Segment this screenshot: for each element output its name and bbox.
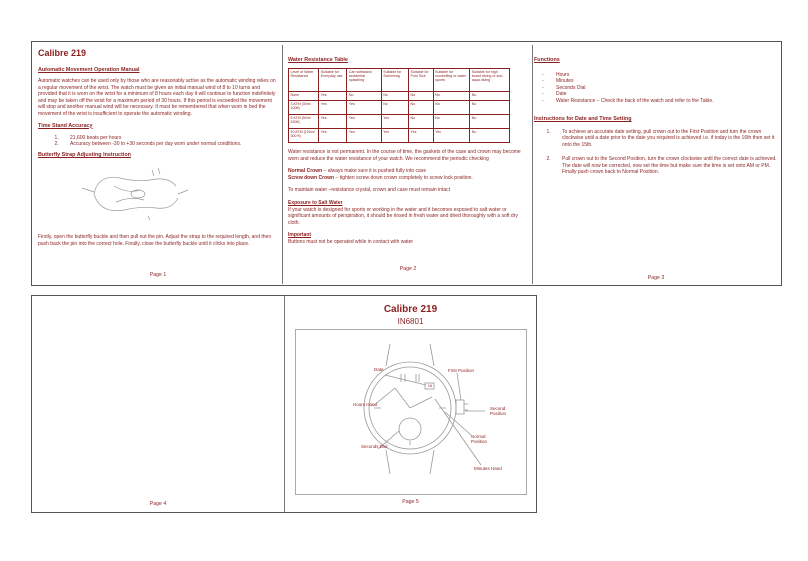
text-important: Buttons must not be operated while in contact with water	[288, 238, 414, 245]
table-header-row	[289, 69, 510, 92]
page-2	[288, 57, 528, 282]
table-cell: No	[470, 129, 510, 143]
table-cell: Yes	[319, 92, 347, 101]
text-maintain: To maintain water –resistance crystal, crown and case must remain intact	[288, 187, 451, 194]
page-5	[285, 296, 536, 512]
table-cell: 10 ATM (100m/ 300 ft)	[289, 129, 319, 143]
normal-crown-text: – always make sure it is pushed fully into case	[322, 168, 427, 175]
table-cell: Yes	[433, 129, 470, 143]
table-cell: No	[409, 92, 434, 101]
dial-date: 16	[427, 383, 433, 388]
table-cell: Yes	[319, 129, 347, 143]
accuracy-list	[38, 135, 278, 148]
table-cell: No	[433, 92, 470, 101]
table-cell: 3 ATM (30m/ 100ft)	[289, 101, 319, 115]
page-number: Page 4	[149, 501, 167, 507]
screw-crown-label: Screw down Crown	[288, 174, 335, 181]
function-item: - Seconds Dial	[556, 85, 778, 91]
table-header: Suitable for snorkelling or water sports	[433, 69, 470, 92]
table-cell: Yes	[381, 115, 408, 129]
label-first-position: First Position	[448, 368, 475, 373]
table-row	[289, 101, 510, 115]
table-cell: No	[381, 101, 408, 115]
table-row	[289, 129, 510, 143]
table-cell: Yes	[409, 129, 434, 143]
function-item: - Date	[556, 91, 778, 97]
table-cell: No	[433, 101, 470, 115]
table-header: Suitable for Everyday use	[319, 69, 347, 92]
page-4	[32, 296, 284, 512]
page-number: Page 3	[647, 275, 665, 281]
label-hours-hand: Hours Hand	[353, 402, 378, 407]
text-not-permanent: Water resistance is not permanent. In the course of time, the gaskets of the case and crown may become worn and reduce the water resistance of your watch. We recommend the periodic checking	[288, 149, 521, 162]
function-item: - Hours	[556, 72, 778, 78]
label-normal-position: Normal Position	[471, 434, 488, 444]
table-header: Can withstand accidental splashing	[347, 69, 381, 92]
top-sheet	[31, 41, 782, 286]
table-row	[289, 115, 510, 129]
model-number: IN6801	[397, 317, 424, 326]
heading-water-table: Water Resistance Table	[288, 57, 348, 63]
label-date: Date	[374, 367, 384, 372]
table-cell: No	[409, 101, 434, 115]
function-item: - Minutes	[556, 78, 778, 84]
text-crowns	[288, 168, 528, 181]
instruction-step: 2. Pull crown out to the Second Position, turn the crown clockwise until the correct date is achieved. The date will now be corrected, now set the time but make sure the time is set onto AM or PM. Finally push crown back to Normal Position.	[552, 156, 778, 175]
page-divider	[532, 45, 533, 284]
table-header: Suitable for high board diving or sub-aqua diving	[470, 69, 510, 92]
table-header: Suitable for Swimming	[381, 69, 408, 92]
bottom-sheet	[31, 295, 537, 513]
table-cell: None	[289, 92, 319, 101]
text-salt-water: If your watch is designed for sports or working in the water and it becomes exposed to salt water or significant amounts of perspiration, it should be rinsed in fresh water and dried thoroughly with a soft dry cloth.	[288, 206, 518, 226]
diagram-title: Calibre 219	[383, 304, 438, 315]
heading-functions: Functions	[534, 57, 560, 63]
table-cell: Yes	[381, 129, 408, 143]
heading-automatic: Automatic Movement Operation Manual	[38, 67, 140, 73]
table-cell: Yes	[319, 101, 347, 115]
normal-crown-label: Normal Crown	[288, 168, 323, 175]
watch-diagram	[285, 296, 536, 512]
table-cell: No	[433, 115, 470, 129]
functions-list	[534, 72, 778, 104]
text-strap: Firstly, open the butterfly buckle and then pull out the pin. Adjust the strap to the required length, and then push back the pin into the correct hole. Finally, close the butterfly buckle until it clicks into place.	[38, 234, 272, 247]
page-number: Page 1	[149, 272, 167, 278]
heading-strap: Butterfly Strap Adjusting Instruction	[38, 152, 131, 159]
table-cell: Yes	[347, 101, 381, 115]
instruction-step: 1. To achieve an accurate date setting, pull crown out to the First Position and turn the crown clockwise until a date prior to the date you required is achieved i.e. if today is the 16th then set it onto the 15th.	[552, 129, 778, 148]
heading-accuracy: Time Stand Accuracy	[38, 122, 93, 129]
table-row	[289, 92, 510, 101]
table-cell: No	[409, 115, 434, 129]
label-minutes-hand: Minutes Hand	[474, 466, 502, 471]
table-cell: 5 ATM (50m/ 150ft)	[289, 115, 319, 129]
function-item: - Water Resistance – Check the back of the watch and refer to the Table.	[556, 98, 778, 104]
label-second-position: Second Position	[490, 406, 507, 416]
page-3	[534, 57, 778, 285]
water-resistance-table	[288, 68, 510, 143]
page-number: Page 2	[399, 266, 417, 272]
heading-instructions: Instructions for Date and Time Setting	[534, 116, 632, 123]
table-cell: No	[347, 92, 381, 101]
text-automatic: Automatic watches can be used only by those who are reasonably active as the automatic winding relies on a regular movement of the wrist. The watch must be given an initial manual wind of 8 to 10 turns and provided that it is worn on the wrist for a minimum of 8 hours each day it will continue to function indefinitely and may be taken off the wrist for a maximum period of 30 hours. If this period is exceeded the movement will stop and another manual wind will be necessary. It must be remembered that when worn in bed the movement of the wrist is insufficient to operate the automatic winding.	[38, 78, 276, 117]
table-cell: No	[470, 115, 510, 129]
brand-title: Calibre 219	[38, 48, 87, 58]
table-header: Suitable for Pool Size	[409, 69, 434, 92]
buckle-illustration	[80, 164, 190, 224]
instructions-list	[534, 129, 778, 175]
table-cell: No	[470, 92, 510, 101]
accuracy-item: 2. Accuracy between -30 to +30 seconds per day worn under normal conditions.	[60, 141, 278, 147]
table-cell: Yes	[319, 115, 347, 129]
heading-salt-water: Exposure to Salt Water	[288, 199, 343, 206]
heading-important: Important	[288, 232, 312, 239]
table-cell: No	[381, 92, 408, 101]
label-seconds-dial: Seconds Dial	[361, 444, 388, 449]
screw-crown-text: – tighten screw down crown completely to screw lock position.	[334, 174, 473, 181]
table-header: Level of Water Resistance	[289, 69, 319, 92]
page-number: Page 5	[402, 499, 419, 505]
table-cell: Yes	[347, 115, 381, 129]
table-cell: No	[470, 101, 510, 115]
page-1	[38, 48, 278, 282]
accuracy-item: 1. 21,600 beats per hours	[60, 135, 278, 141]
page-divider	[282, 45, 283, 284]
table-cell: Yes	[347, 129, 381, 143]
